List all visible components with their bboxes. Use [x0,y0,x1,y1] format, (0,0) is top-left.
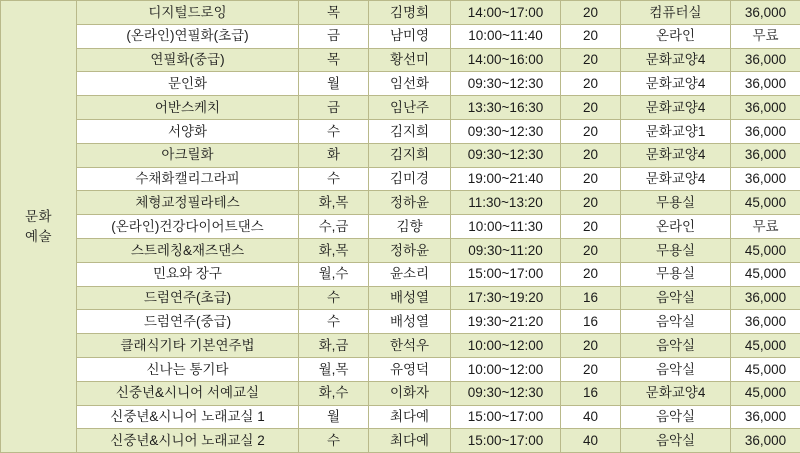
course-room-cell: 무용실 [621,191,731,215]
course-capacity-cell: 20 [561,119,621,143]
category-label-line1: 문화 [25,207,52,227]
course-day-cell: 월 [299,72,369,96]
course-fee-cell: 45,000 [731,262,800,286]
course-room-cell: 무용실 [621,238,731,262]
course-fee-cell: 무료 [731,215,800,239]
course-name-cell: 민요와 장구 [77,262,299,286]
course-time-cell: 13:30~16:30 [451,96,561,120]
course-time-cell: 11:30~13:20 [451,191,561,215]
course-teacher-cell: 윤소리 [369,262,451,286]
course-name-cell: 드럼연주(초급) [77,286,299,310]
course-teacher-cell: 유영덕 [369,357,451,381]
table-row [1,381,800,405]
course-day-cell: 수,금 [299,215,369,239]
table-row [1,310,800,334]
course-capacity-cell: 16 [561,381,621,405]
course-teacher-cell: 최다예 [369,429,451,453]
table-row [1,143,800,167]
course-fee-cell: 45,000 [731,357,800,381]
course-time-cell: 14:00~17:00 [451,1,561,25]
course-capacity-cell: 40 [561,429,621,453]
course-room-cell: 문화교양4 [621,167,731,191]
course-name-cell: 신중년&시니어 서예교실 [77,381,299,405]
course-room-cell: 무용실 [621,262,731,286]
course-fee-cell: 36,000 [731,310,800,334]
course-teacher-cell: 임난주 [369,96,451,120]
course-fee-cell: 45,000 [731,381,800,405]
course-day-cell: 화,목 [299,238,369,262]
course-teacher-cell: 임선화 [369,72,451,96]
table-row [1,24,800,48]
course-room-cell: 음악실 [621,429,731,453]
course-teacher-cell: 한석우 [369,334,451,358]
course-teacher-cell: 김지희 [369,119,451,143]
course-room-cell: 문화교양4 [621,96,731,120]
category-label-line2: 예술 [25,227,52,247]
course-room-cell: 문화교양4 [621,143,731,167]
course-fee-cell: 36,000 [731,429,800,453]
course-name-cell: 드럼연주(중급) [77,310,299,334]
course-day-cell: 화,금 [299,334,369,358]
course-time-cell: 09:30~12:30 [451,381,561,405]
course-room-cell: 음악실 [621,334,731,358]
course-day-cell: 금 [299,96,369,120]
course-teacher-cell: 배성열 [369,286,451,310]
table-row [1,167,800,191]
course-day-cell: 금 [299,24,369,48]
course-time-cell: 09:30~12:30 [451,119,561,143]
course-fee-cell: 45,000 [731,191,800,215]
course-day-cell: 목 [299,1,369,25]
table-row [1,357,800,381]
course-day-cell: 화 [299,143,369,167]
course-teacher-cell: 이화자 [369,381,451,405]
table-row [1,238,800,262]
course-capacity-cell: 20 [561,48,621,72]
course-room-cell: 문화교양4 [621,48,731,72]
course-teacher-cell: 김지희 [369,143,451,167]
course-day-cell: 월,목 [299,357,369,381]
course-name-cell: 신중년&시니어 노래교실 2 [77,429,299,453]
course-name-cell: 아크릴화 [77,143,299,167]
course-capacity-cell: 20 [561,1,621,25]
course-time-cell: 10:00~11:40 [451,24,561,48]
course-name-cell: 신나는 통기타 [77,357,299,381]
course-room-cell: 컴퓨터실 [621,1,731,25]
table-row [1,429,800,453]
course-time-cell: 17:30~19:20 [451,286,561,310]
course-capacity-cell: 20 [561,96,621,120]
course-name-cell: 서양화 [77,119,299,143]
course-teacher-cell: 김향 [369,215,451,239]
course-fee-cell: 36,000 [731,286,800,310]
category-cell [1,1,77,453]
table-row [1,286,800,310]
course-teacher-cell: 정하윤 [369,191,451,215]
course-capacity-cell: 20 [561,215,621,239]
course-time-cell: 15:00~17:00 [451,262,561,286]
course-time-cell: 09:30~12:30 [451,143,561,167]
course-name-cell: 디지털드로잉 [77,1,299,25]
course-day-cell: 목 [299,48,369,72]
course-room-cell: 음악실 [621,286,731,310]
course-fee-cell: 36,000 [731,1,800,25]
course-time-cell: 10:00~11:30 [451,215,561,239]
course-fee-cell: 45,000 [731,238,800,262]
course-fee-cell: 45,000 [731,334,800,358]
course-time-cell: 19:30~21:20 [451,310,561,334]
course-time-cell: 19:00~21:40 [451,167,561,191]
course-name-cell: 수채화캘리그라피 [77,167,299,191]
course-capacity-cell: 20 [561,167,621,191]
course-name-cell: 체형교정필라테스 [77,191,299,215]
course-time-cell: 09:30~11:20 [451,238,561,262]
course-time-cell: 15:00~17:00 [451,405,561,429]
course-capacity-cell: 20 [561,238,621,262]
course-capacity-cell: 20 [561,72,621,96]
course-name-cell: (온라인)연필화(초급) [77,24,299,48]
course-day-cell: 수 [299,310,369,334]
course-time-cell: 15:00~17:00 [451,429,561,453]
course-name-cell: 연필화(중급) [77,48,299,72]
course-room-cell: 문화교양1 [621,119,731,143]
course-name-cell: 문인화 [77,72,299,96]
course-day-cell: 월 [299,405,369,429]
course-capacity-cell: 20 [561,191,621,215]
course-day-cell: 화,목 [299,191,369,215]
course-room-cell: 온라인 [621,24,731,48]
course-fee-cell: 36,000 [731,167,800,191]
course-teacher-cell: 김명희 [369,1,451,25]
course-fee-cell: 무료 [731,24,800,48]
course-teacher-cell: 최다예 [369,405,451,429]
course-room-cell: 음악실 [621,310,731,334]
course-day-cell: 수 [299,286,369,310]
course-teacher-cell: 남미영 [369,24,451,48]
course-day-cell: 수 [299,119,369,143]
course-capacity-cell: 20 [561,262,621,286]
course-fee-cell: 36,000 [731,143,800,167]
course-capacity-cell: 16 [561,286,621,310]
table-row [1,72,800,96]
course-name-cell: (온라인)건강다이어트댄스 [77,215,299,239]
course-name-cell: 신중년&시니어 노래교실 1 [77,405,299,429]
course-room-cell: 문화교양4 [621,381,731,405]
course-day-cell: 화,수 [299,381,369,405]
course-teacher-cell: 배성열 [369,310,451,334]
course-name-cell: 스트레칭&재즈댄스 [77,238,299,262]
course-room-cell: 음악실 [621,357,731,381]
course-teacher-cell: 황선미 [369,48,451,72]
table-row [1,334,800,358]
course-capacity-cell: 40 [561,405,621,429]
course-day-cell: 수 [299,429,369,453]
course-fee-cell: 36,000 [731,48,800,72]
course-room-cell: 음악실 [621,405,731,429]
table-row [1,215,800,239]
course-time-cell: 09:30~12:30 [451,72,561,96]
table-row [1,1,800,25]
table-row [1,262,800,286]
course-day-cell: 수 [299,167,369,191]
course-name-cell: 어반스케치 [77,96,299,120]
course-teacher-cell: 정하윤 [369,238,451,262]
course-fee-cell: 36,000 [731,405,800,429]
table-row [1,96,800,120]
course-room-cell: 온라인 [621,215,731,239]
course-room-cell: 문화교양4 [621,72,731,96]
table-row [1,119,800,143]
table-row [1,48,800,72]
course-time-cell: 10:00~12:00 [451,357,561,381]
course-time-cell: 10:00~12:00 [451,334,561,358]
table-row [1,405,800,429]
course-capacity-cell: 20 [561,357,621,381]
course-name-cell: 클래식기타 기본연주법 [77,334,299,358]
course-fee-cell: 36,000 [731,96,800,120]
table-row [1,191,800,215]
course-capacity-cell: 16 [561,310,621,334]
course-day-cell: 월,수 [299,262,369,286]
course-teacher-cell: 김미경 [369,167,451,191]
course-fee-cell: 36,000 [731,72,800,96]
course-capacity-cell: 20 [561,334,621,358]
course-capacity-cell: 20 [561,143,621,167]
course-fee-cell: 36,000 [731,119,800,143]
course-capacity-cell: 20 [561,24,621,48]
course-time-cell: 14:00~16:00 [451,48,561,72]
